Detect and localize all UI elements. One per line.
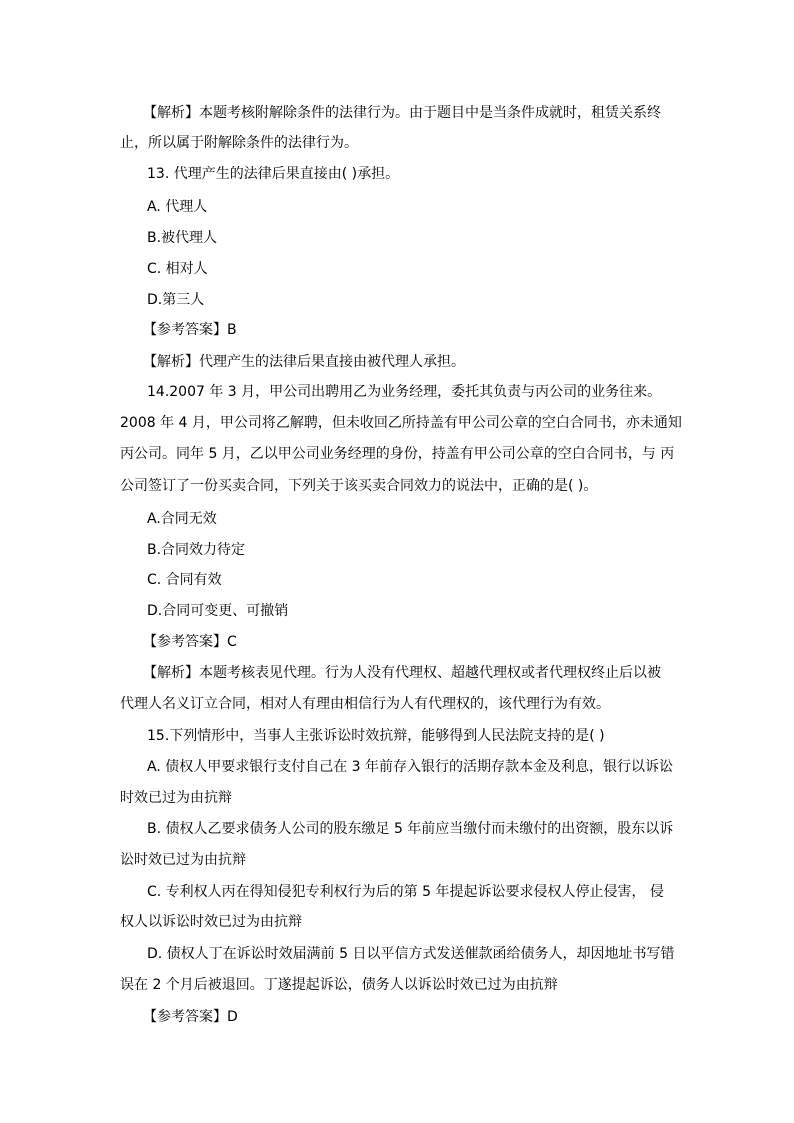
answer-15: 【参考答案】D <box>143 1009 238 1025</box>
option-15-d-cont: 误在 2 个月后被退回。丁遂提起诉讼，债务人以诉讼时效已过为由抗辩 <box>120 977 558 993</box>
option-14-c: C. 合同有效 <box>147 572 222 588</box>
option-14-a: A.合同无效 <box>147 511 217 527</box>
option-13-b: B.被代理人 <box>147 230 218 246</box>
option-15-a-cont: 时效已过为由抗辩 <box>120 790 232 806</box>
option-14-d: D.合同可变更、可撤销 <box>147 603 289 619</box>
option-13-c: C. 相对人 <box>147 261 208 277</box>
analysis-14: 【解析】本题考核表见代理。行为人没有代理权、超越代理权或者代理权终止后以被 <box>143 665 661 681</box>
question-14-cont-1: 2008 年 4 月，甲公司将乙解聘，但未收回乙所持盖有甲公司公章的空白合同书，亦未通知 <box>120 415 682 431</box>
option-15-c-cont: 权人以诉讼时效已过为由抗辩 <box>120 914 302 930</box>
question-15: 15.下列情形中，当事人主张诉讼时效抗辩，能够得到人民法院支持的是( ) <box>147 728 605 744</box>
analysis-14-cont: 代理人名义订立合同，相对人有理由相信行为人有代理权的，该代理行为有效。 <box>120 696 610 712</box>
option-13-d: D.第三人 <box>147 292 205 308</box>
question-14: 14.2007 年 3 月，甲公司出聘用乙为业务经理，委托其负责与丙公司的业务往来。 <box>147 384 662 400</box>
option-15-a: A. 债权人甲要求银行支付自己在 3 年前存入银行的活期存款本金及利息，银行以诉讼 <box>147 759 674 775</box>
option-15-b-cont: 讼时效已过为由抗辩 <box>120 852 246 868</box>
analysis-paragraph-q12-cont: 止，所以属于附解除条件的法律行为。 <box>120 135 358 151</box>
question-14-cont-3: 公司签订了一份买卖合同，下列关于该买卖合同效力的说法中，正确的是( )。 <box>120 478 598 494</box>
option-13-a: A. 代理人 <box>147 199 208 215</box>
option-14-b: B.合同效力待定 <box>147 542 246 558</box>
option-15-c: C. 专利权人丙在得知侵犯专利权行为后的第 5 年提起诉讼要求侵权人停止侵害， 侵 <box>147 884 664 900</box>
answer-13: 【参考答案】B <box>143 322 237 338</box>
option-15-b: B. 债权人乙要求债务人公司的股东缴足 5 年前应当缴付而未缴付的出资额，股东以诉 <box>147 821 674 837</box>
answer-14: 【参考答案】C <box>143 634 237 650</box>
question-13: 13. 代理产生的法律后果直接由( )承担。 <box>147 166 400 182</box>
analysis-13: 【解析】代理产生的法律后果直接由被代理人承担。 <box>143 354 465 370</box>
option-15-d: D. 债权人丁在诉讼时效届满前 5 日以平信方式发送催款函给债务人，却因地址书写错 <box>147 946 675 962</box>
analysis-paragraph-q12: 【解析】本题考核附解除条件的法律行为。由于题目中是当条件成就时，租赁关系终 <box>143 105 661 121</box>
question-14-cont-2: 丙公司。同年 5 月，乙以甲公司业务经理的身份，持盖有甲公司公章的空白合同书，与 丙 <box>120 446 675 462</box>
